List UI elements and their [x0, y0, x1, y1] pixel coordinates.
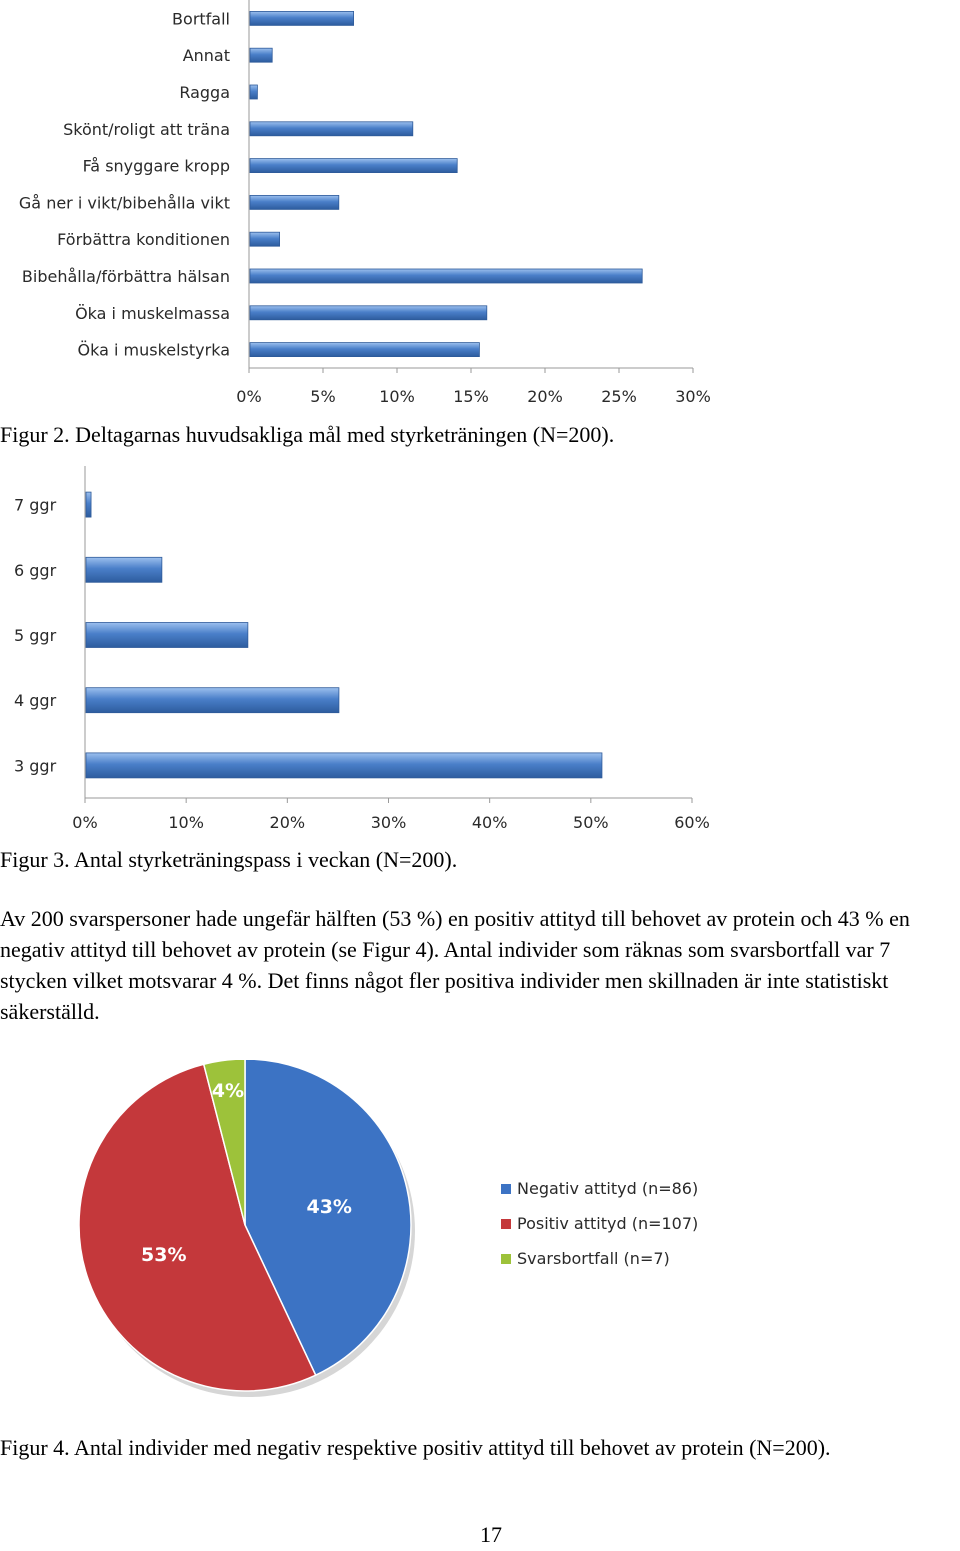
- page-number: 17: [480, 1522, 502, 1547]
- x-tick-label: 0%: [72, 813, 98, 832]
- category-label: Förbättra konditionen: [57, 230, 230, 250]
- category-label: Ragga: [179, 83, 230, 102]
- x-tick-label: 30%: [370, 813, 407, 832]
- category-label: 4 ggr: [14, 691, 57, 711]
- legend-label: Negativ attityd (n=86): [517, 1179, 699, 1198]
- figure-3-caption: Figur 3. Antal styrketräningspass i veckan (N=200).: [0, 847, 458, 872]
- bar: [250, 306, 487, 320]
- legend-swatch: [501, 1219, 511, 1229]
- bar: [250, 269, 642, 283]
- bar: [86, 623, 248, 648]
- bar: [86, 557, 162, 582]
- x-tick-label: 20%: [527, 387, 563, 406]
- bar: [250, 195, 339, 209]
- pie-data-label: 4%: [211, 1079, 245, 1102]
- sessions-bar-chart-svg: [0, 462, 960, 842]
- legend-label: Positiv attityd (n=107): [517, 1214, 699, 1233]
- goals-bar-chart: [0, 0, 960, 412]
- bar: [250, 48, 272, 62]
- category-label: Öka i muskelmassa: [75, 303, 230, 323]
- attitude-pie-chart-svg: [0, 1060, 960, 1400]
- bar: [250, 159, 457, 173]
- category-label: Bortfall: [172, 9, 230, 29]
- x-tick-label: 5%: [310, 387, 336, 406]
- bar: [86, 492, 91, 517]
- bar: [86, 688, 339, 713]
- category-label: Bibehålla/förbättra hälsan: [21, 267, 230, 286]
- category-label: 5 ggr: [14, 626, 57, 645]
- category-label: 6 ggr: [14, 560, 57, 580]
- category-label: 3 ggr: [14, 756, 57, 776]
- x-tick-label: 10%: [379, 387, 415, 406]
- x-tick-label: 0%: [236, 387, 262, 406]
- bar: [86, 753, 602, 778]
- category-label: 7 ggr: [14, 495, 57, 515]
- category-label: Få snyggare kropp: [82, 156, 230, 176]
- figure-4-caption: Figur 4. Antal individer med negativ respektive positiv attityd till behovet av protein (N=200).: [0, 1435, 831, 1460]
- category-label: Öka i muskelstyrka: [77, 340, 230, 360]
- legend-swatch: [501, 1254, 511, 1264]
- category-label: Skönt/roligt att träna: [63, 119, 230, 139]
- x-tick-label: 50%: [573, 813, 609, 832]
- x-tick-label: 25%: [601, 387, 637, 406]
- figure-2-caption: Figur 2. Deltagarnas huvudsakliga mål med styrketräningen (N=200).: [0, 422, 615, 447]
- bar: [250, 343, 479, 357]
- bar: [250, 85, 257, 99]
- bar: [250, 122, 413, 136]
- legend-swatch: [501, 1184, 511, 1194]
- pie-data-label: 43%: [306, 1196, 352, 1219]
- x-tick-label: 15%: [453, 387, 489, 406]
- x-tick-label: 40%: [471, 813, 508, 832]
- pie-data-label: 53%: [141, 1244, 187, 1267]
- attitude-pie-chart: [0, 1060, 960, 1400]
- category-label: Annat: [182, 46, 230, 66]
- goals-bar-chart-svg: [0, 0, 960, 412]
- x-tick-label: 10%: [168, 813, 204, 832]
- legend-label: Svarsbortfall (n=7): [517, 1249, 670, 1268]
- body-paragraph: Av 200 svarspersoner hade ungefär hälften (53 %) en positiv attityd till behovet av protein och 43 % en negativ attityd till behovet av protein (se Figur 4). Antal individer som räknas som svarsbortfall var 7 stycken vilket motsvarar 4 %. Det finns något fler positiva individer men skillnaden är inte statistiskt säkerställd.: [0, 906, 910, 1024]
- x-tick-label: 60%: [674, 813, 710, 832]
- bar: [250, 232, 280, 246]
- x-tick-label: 20%: [269, 813, 306, 832]
- category-label: Gå ner i vikt/bibehålla vikt: [18, 193, 230, 213]
- x-tick-label: 30%: [675, 387, 711, 406]
- sessions-bar-chart: [0, 462, 960, 842]
- bar: [250, 11, 354, 25]
